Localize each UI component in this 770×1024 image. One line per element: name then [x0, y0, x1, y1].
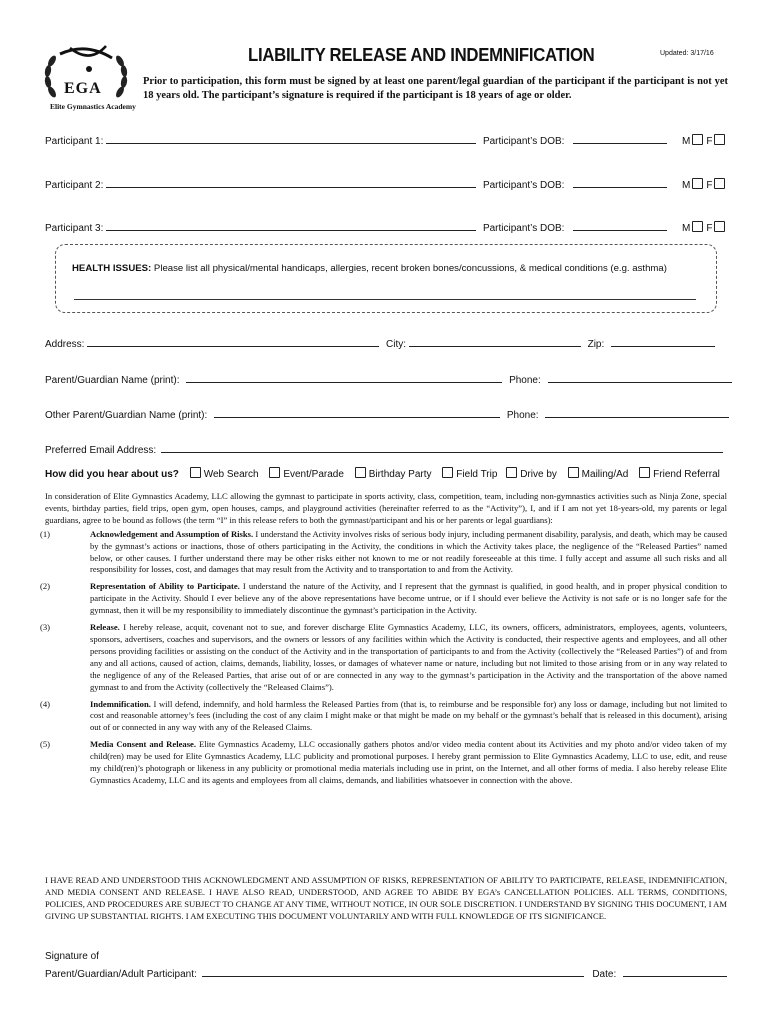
male-checkbox[interactable] [692, 221, 703, 232]
web-search-checkbox[interactable] [190, 467, 201, 478]
date-label: Date: [592, 969, 617, 980]
female-label: F [706, 136, 713, 147]
clause-item: (1) Acknowledgement and Assumption of Risks. I understand the Activity involves risks of serious body injury, including permanent disability, paralysis, and death, which may be caused by the gymnast’s actions or inactions, those of others participating in the Activity, the conditions in which the Activity takes place, the negligence of the “Released Parties” named below, or other causes. I further understand there may be other risks either not known to me or not readily foreseeable at this time. I fully accept and assume all such risks and all responsibility for losses, cost, and damages that may result from the Activity and to transportation to and from the Activity. [40, 528, 727, 575]
field-trip-checkbox[interactable] [442, 467, 453, 478]
option-label: Drive by [520, 469, 557, 480]
health-issues-prompt [72, 263, 667, 274]
participant-name-field[interactable] [106, 131, 476, 144]
friend-referral-checkbox[interactable] [639, 467, 650, 478]
participant-name-field[interactable] [106, 218, 476, 231]
address-row [45, 334, 715, 350]
clause-title: Media Consent and Release. [90, 739, 197, 750]
dob-field[interactable] [573, 131, 667, 144]
intro-text: Prior to participation, this form must be signed by at least one parent/legal guardian of the participant if the participant is not yet 18 years old. The participant’s signature is required if the participant is 18 years of age or older. [143, 76, 728, 101]
clause-item: (2) Representation of Ability to Participate. I understand the nature of the Activity, and I represent that the gymnast is qualified, in good health, and in proper physical condition to participate in the Activity. Should I ever believe any of the above representations have become untrue, or if I should ever believe the Activity is not safe or is no longer safe for the gymnast, then it will be my responsibility to immediately discontinue the gymnast’s participation in the Activity. [40, 581, 727, 616]
other-parent-row [45, 405, 729, 421]
signature-label-line1: Signature of [45, 951, 99, 962]
address-label: Address: [45, 339, 85, 350]
email-row [45, 440, 723, 456]
clause-title: Release. [90, 622, 120, 633]
parent-row [45, 370, 732, 386]
clause-item: (4) Indemnification. I will defend, indemnify, and hold harmless the Released Parties from (that is, to reimburse and be responsible for) any loss or damage, including but not limited to cost and reasonable attorney’s fees (including the cost of any claim I might make or that might be made on my behalf or the gymnast’s behalf that is released in this document), arising out of or connected in any way with any of the Released Claims. [40, 698, 727, 733]
clause-text: Elite Gymnastics Academy, LLC occasionally gathers photos and/or video media content about its Activities and my photo and/or video taken of my child(ren) may be used for Elite Gymnastics Academy, LLC publicity and promotional purposes. I hereby grant permission to Elite Gymnastics Academy, LLC to use, edit, and reuse my child(ren)’s photograph or likeness in any publicity or promotional media materials including use in print, on the Internet, and all other forms of media. I also hereby release Elite Gymnastics Academy, LLC and its agents and employees from all claims, demands, and liabilities whatsoever in connection with the above. [90, 739, 727, 785]
dob-label: Participant’s DOB: [482, 136, 565, 147]
health-issues-field[interactable] [74, 287, 696, 300]
option-label: Field Trip [456, 469, 498, 480]
email-label: Preferred Email Address: [45, 445, 157, 456]
phone-field[interactable] [545, 405, 729, 418]
dob-label: Participant’s DOB: [482, 180, 565, 191]
phone-label: Phone: [506, 410, 539, 421]
option-label: Mailing/Ad [581, 469, 629, 480]
female-checkbox[interactable] [714, 134, 725, 145]
clause-text: I understand the Activity involves risks of serious body injury, including permanent disability, paralysis, and death, which may be caused by the gymnast’s actions or inactions, those of others participating in the Activity, the conditions in which the Activity takes place, the negligence of the “Released Parties” named below, or other causes. I further understand there may be other risks either not known to me or not readily foreseeable at this time. I fully accept and assume all such risks and all responsibility for losses, cost, and damages that may result from the Activity and to transportation to and from the Activity. [90, 528, 727, 575]
option-label: Web Search [203, 469, 259, 480]
clause-title: Indemnification. [90, 698, 151, 709]
female-label: F [706, 223, 713, 234]
drive-by-checkbox[interactable] [506, 467, 517, 478]
parent-name-field[interactable] [186, 370, 502, 383]
clause-text: I understand the nature of the Activity, and I represent that the gymnast is qualified, in good health, and in proper physical condition to participate in the Activity. Should I ever believe any of the above representations have become untrue, or if I should ever believe the Activity is not safe or is no longer safe for the gymnast, then it will be my responsibility to immediately discontinue the gymnast’s participation in the Activity. [90, 581, 727, 616]
clause-title: Acknowledgement and Assumption of Risks. [90, 528, 254, 539]
signature-label: Parent/Guardian/Adult Participant: [45, 969, 197, 980]
signature-field[interactable] [202, 964, 584, 977]
health-issues-heading: HEALTH ISSUES: [72, 263, 152, 274]
legal-body [40, 491, 727, 792]
dob-field[interactable] [573, 175, 667, 188]
female-label: F [706, 180, 713, 191]
health-issues-text: Please list all physical/mental handicaps, allergies, recent broken bones/concussions, & medical conditions (e.g. asthma) [153, 263, 667, 274]
city-field[interactable] [409, 334, 581, 347]
male-label: M [682, 223, 691, 234]
zip-field[interactable] [611, 334, 715, 347]
option-label: Event/Parade [283, 469, 344, 480]
logo-caption: Elite Gymnastics Academy [50, 102, 136, 111]
parent-name-label: Parent/Guardian Name (print): [45, 375, 180, 386]
female-checkbox[interactable] [714, 221, 725, 232]
other-parent-label: Other Parent/Guardian Name (print): [45, 410, 208, 421]
hear-question: How did you hear about us? [45, 469, 179, 480]
email-field[interactable] [161, 440, 723, 453]
male-checkbox[interactable] [692, 134, 703, 145]
address-field[interactable] [87, 334, 379, 347]
acknowledgement-paragraph: I HAVE READ AND UNDERSTOOD THIS ACKNOWLEDGMENT AND ASSUMPTION OF RISKS, REPRESENTATION OF ABILITY TO PARTICIPATE, RELEASE, INDEMNIFICATION, AND MEDIA CONSENT AND RELEASE. I HAVE ALSO READ, UNDERSTOOD, AND AGREE TO ABIDE BY EGA’s CANCELLATION POLICIES. ALL TERMS, CONDITIONS, POLICIES, AND PROCEDURES ARE SUBJECT TO CHANGE AT ANY TIME, WITHOUT NOTICE, IN OUR SOLE DISCRETION. I UNDERSTAND BY SIGNING THIS DOCUMENT, I AM GIVING UP SUBSTANTIAL RIGHTS. I AM EXECUTING THIS DOCUMENT VOLUNTARILY AND WITH FULL KNOWLEDGE OF ITS SIGNIFICANCE. [45, 875, 727, 921]
participant-label: Participant 1: [45, 136, 104, 147]
clause-title: Representation of Ability to Participate. [90, 581, 240, 592]
participant-row-2 [45, 175, 728, 191]
city-label: City: [386, 339, 407, 350]
dob-label: Participant’s DOB: [482, 223, 565, 234]
logo-letters: EGA [64, 80, 102, 97]
clause-text: I will defend, indemnify, and hold harmless the Released Parties from (that is, to reimburse and be responsible for) any loss or damage, including but not limited to cost and reasonable attorney’s fees (including the cost of any claim I might make or that might be made on my behalf or the gymnast’s behalf that is released in this document), arising out of or connected in any way with any of the Released Claims. [90, 698, 727, 733]
date-field[interactable] [623, 964, 727, 977]
dob-field[interactable] [573, 218, 667, 231]
male-label: M [682, 136, 691, 147]
birthday-party-checkbox[interactable] [355, 467, 366, 478]
participant-row-1 [45, 131, 728, 147]
participant-row-3 [45, 218, 728, 234]
option-label: Friend Referral [653, 469, 720, 480]
updated-date: Updated: 3/17/16 [660, 50, 714, 57]
female-checkbox[interactable] [714, 178, 725, 189]
consideration-paragraph: In consideration of Elite Gymnastics Academy, LLC allowing the gymnast to participate in sports activity, class, competition, team, including non-gymnastics activities such as Ninja Zone, special events, birthday parties, field trips, open gym, open houses, camps, and playground activities (hereinafter referred to as the “Activity”), I, and if I am not yet 18-years-old, my parents or legal guardians, agree to be bound as follows (the term “I” in this release refers to both the gymnast/participant and his or her parents or legal guardians): [45, 491, 727, 525]
other-parent-field[interactable] [214, 405, 500, 418]
phone-field[interactable] [548, 370, 732, 383]
option-label: Birthday Party [368, 469, 432, 480]
health-issues-box [55, 244, 717, 313]
male-checkbox[interactable] [692, 178, 703, 189]
male-label: M [682, 180, 691, 191]
zip-label: Zip: [587, 339, 605, 350]
clause-item: (5) Media Consent and Release. Elite Gymnastics Academy, LLC occasionally gathers photos and/or video media content about its Activities and my photo and/or video taken of my child(ren) may be used for Elite Gymnastics Academy, LLC publicity and promotional purposes. I hereby grant permission to Elite Gymnastics Academy, LLC to use, edit, and reuse my child(ren)’s photograph or likeness in any publicity or promotional media materials including use in print, on the Internet, and all other forms of media. I also hereby release Elite Gymnastics Academy, LLC and its agents and employees from all claims, demands, and liabilities whatsoever in connection with the above. [40, 739, 727, 785]
participant-label: Participant 2: [45, 180, 104, 191]
hear-about-row [45, 467, 720, 480]
participant-label: Participant 3: [45, 223, 104, 234]
participant-name-field[interactable] [106, 175, 476, 188]
ega-logo [40, 44, 136, 116]
clause-text: I hereby release, acquit, covenant not to sue, and forever discharge Elite Gymnastics Academy, LLC, its owners, officers, administrators, employees, agents, volunteers, sponsors, advertisers, coaches and supervisors, and the owners or lessors of any facilities within which the Activity is conducted, their respective agents and employees, and all other persons providing facilities or assisting on the conduct of the Activity and in the transportation of participants to and from the Activity (collectively the “Released Parties”) of and from any and all actions, caused of action, claims, demands, liability, losses, or damages of whatever name or nature, including but not limited to those arising from or in any way related to the negligence of any of the Released Parties, that arise out of or are connected in any way to the gymnast’s participation in the Activity and the transportation of the above named gymnast to and from the Activity (collectively the “Released Claims”). [90, 622, 727, 692]
phone-label: Phone: [509, 375, 541, 386]
clause-list [40, 528, 727, 787]
page-title: LIABILITY RELEASE AND INDEMNIFICATION [248, 45, 595, 65]
mailing-ad-checkbox[interactable] [568, 467, 579, 478]
signature-row [45, 964, 727, 980]
event-parade-checkbox[interactable] [269, 467, 280, 478]
clause-item: (3) Release. I hereby release, acquit, covenant not to sue, and forever discharge Elite Gymnastics Academy, LLC, its owners, officers, administrators, employees, agents, volunteers, sponsors, advertisers, coaches and supervisors, and the owners or lessors of any facilities within which the Activity is conducted, their respective agents and employees, and all other persons providing facilities or assisting on the conduct of the Activity and in the transportation of participants to and from the Activity (collectively the “Released Parties”) of and from any and all actions, caused of action, claims, demands, liability, losses, or damages of whatever name or nature, including but not limited to those arising from or in any way related to the negligence of any of the Released Parties, that arise out of or are connected in any way to the gymnast’s participation in the Activity and the transportation of the above named gymnast to and from the Activity (collectively the “Released Claims”). [40, 622, 727, 692]
